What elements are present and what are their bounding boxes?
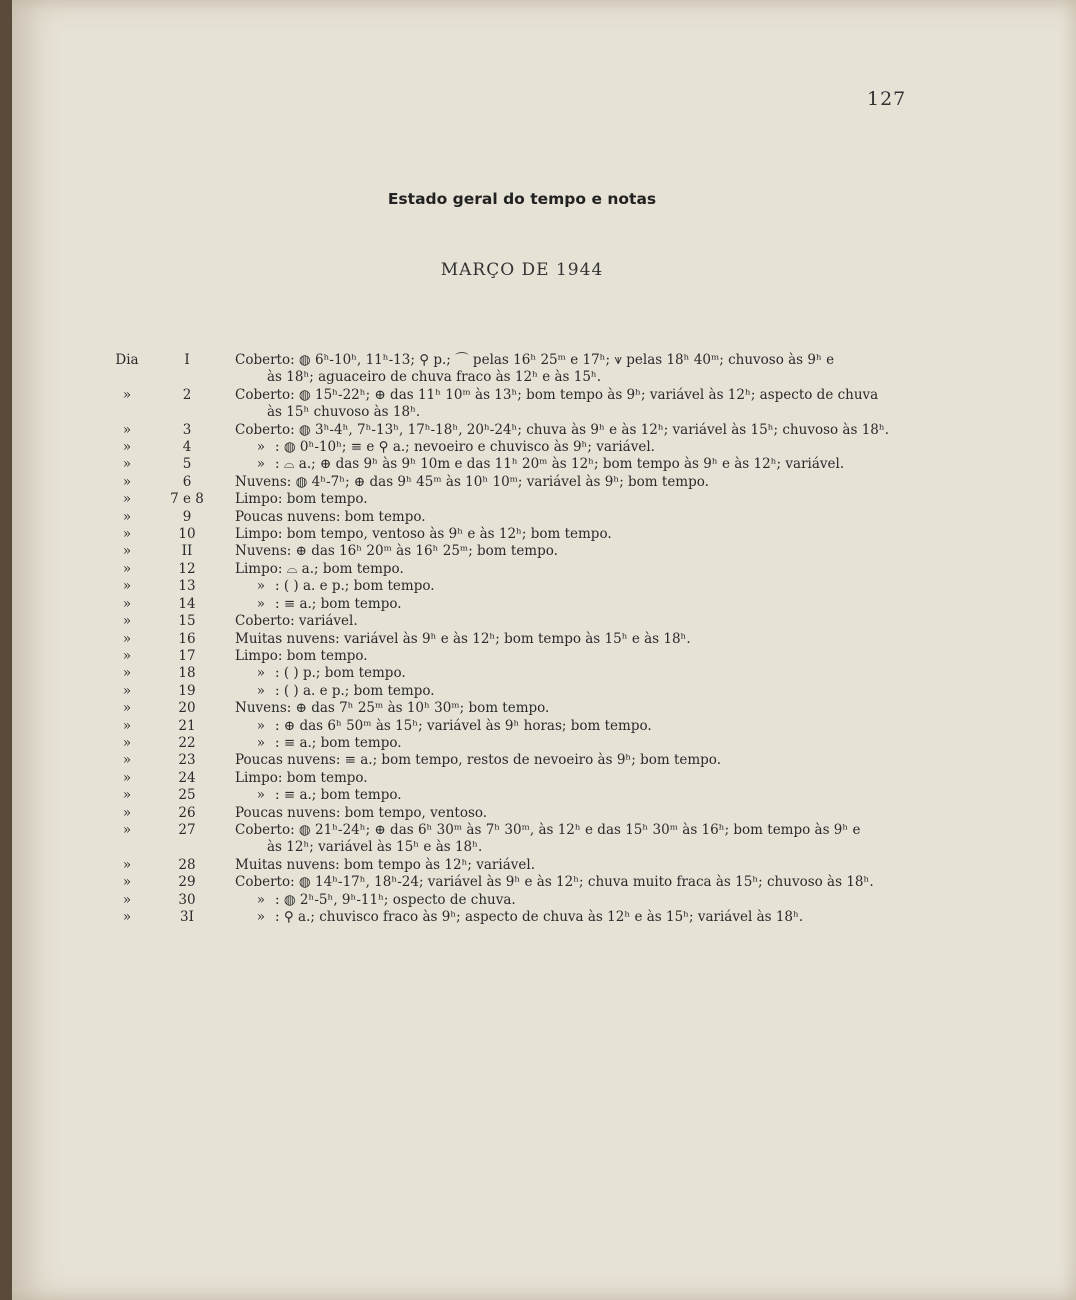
day-label: » [122, 734, 132, 751]
ditto-mark: » [256, 909, 265, 925]
entry-line: : ≡ a.; bom tempo. [275, 595, 402, 612]
day-number: 23 [178, 752, 196, 769]
day-number: 18 [178, 665, 196, 682]
month-heading: MARÇO DE 1944 [440, 260, 604, 280]
entry-text [234, 422, 907, 439]
list-item [12, 561, 1072, 578]
entry-text [234, 648, 907, 665]
day-label: » [122, 560, 132, 577]
entry-text [234, 857, 907, 874]
entry-line: : ( ) p.; bom tempo. [275, 665, 406, 682]
day-label: » [122, 804, 132, 821]
day-number: 20 [178, 700, 196, 717]
entry-text [234, 683, 907, 700]
list-item [12, 648, 1072, 665]
page-title: Estado geral do tempo e notas [387, 190, 657, 208]
day-number: I [184, 352, 190, 368]
list-item [12, 613, 1072, 630]
ditto-mark: » [256, 456, 265, 473]
entry-text [234, 700, 907, 717]
list-item [12, 735, 1072, 752]
entry-line: Poucas nuvens: ≡ a.; bom tempo, restos de nevoeiro às 9ʰ; bom tempo. [235, 752, 721, 769]
ditto-mark: » [256, 595, 265, 612]
day-label: » [122, 752, 132, 769]
day-number: 7 e 8 [170, 491, 204, 508]
entry-text [234, 474, 907, 491]
entry-text [234, 491, 907, 508]
ditto-mark: » [256, 717, 265, 734]
day-number: 5 [182, 456, 192, 473]
day-label: Dia [115, 352, 139, 368]
entry-text [234, 596, 907, 613]
day-label: » [122, 613, 132, 630]
list-item [12, 543, 1072, 560]
day-number: 27 [178, 821, 196, 838]
entry-line: Nuvens: ⊕ das 16ʰ 20ᵐ às 16ʰ 25ᵐ; bom tempo. [235, 543, 558, 560]
entry-line: : ⚲ a.; chuvisco fraco às 9ʰ; aspecto de chuva às 12ʰ e às 15ʰ; variável às 18ʰ. [275, 909, 804, 925]
entry-text [234, 752, 907, 769]
entry-line: Muitas nuvens: bom tempo às 12ʰ; variável. [235, 856, 535, 873]
entry-line: Limpo: bom tempo. [235, 769, 368, 786]
day-label: » [122, 439, 132, 456]
entry-line: : ( ) a. e p.; bom tempo. [275, 682, 435, 699]
day-label: » [122, 769, 132, 786]
day-label: » [122, 700, 132, 717]
entry-line: Poucas nuvens: bom tempo, ventoso. [235, 804, 488, 821]
entry-text [234, 787, 907, 804]
day-label: » [122, 421, 132, 438]
day-number: 6 [182, 473, 192, 490]
list-item [12, 909, 1072, 926]
ditto-mark: » [256, 891, 265, 908]
entry-text [234, 352, 907, 387]
list-item [12, 474, 1072, 491]
day-label: » [122, 682, 132, 699]
entry-line: : ≡ a.; bom tempo. [275, 787, 402, 804]
day-label: » [122, 473, 132, 490]
entry-line: : ( ) a. e p.; bom tempo. [275, 578, 435, 595]
list-item [12, 631, 1072, 648]
list-item [12, 822, 1072, 857]
entry-line: Limpo: bom tempo. [235, 647, 368, 664]
entry-line: Coberto: ◍ 6ʰ-10ʰ, 11ʰ-13; ⚲ p.; ⌒ pelas 16ʰ 25ᵐ e 17ʰ; ⩛ pelas 18ʰ 40ᵐ; chuvoso às 9ʰ e [235, 352, 835, 368]
day-number: 30 [178, 891, 196, 908]
entry-continuation: às 12ʰ; variável às 15ʰ e às 18ʰ. [267, 839, 483, 856]
day-label: » [122, 508, 132, 525]
entry-text [234, 665, 907, 682]
entry-line: Poucas nuvens: bom tempo. [235, 508, 426, 525]
entry-continuation: às 18ʰ; aguaceiro de chuva fraco às 12ʰ e às 15ʰ. [267, 369, 602, 386]
entry-text [234, 526, 907, 543]
list-item [12, 526, 1072, 543]
day-number: 19 [178, 682, 196, 699]
entry-line: : ⌓ a.; ⊕ das 9ʰ às 9ʰ 10m e das 11ʰ 20ᵐ às 12ʰ; bom tempo às 9ʰ e às 12ʰ; variável. [275, 456, 845, 473]
list-item [12, 352, 1072, 387]
entry-text [234, 874, 907, 891]
day-label: » [122, 856, 132, 873]
page-number: 127 [867, 88, 907, 110]
entry-text [234, 909, 907, 926]
entry-line: Muitas nuvens: variável às 9ʰ e às 12ʰ; bom tempo às 15ʰ e às 18ʰ. [235, 630, 691, 647]
day-number: 22 [178, 734, 196, 751]
list-item [12, 509, 1072, 526]
entry-line: Nuvens: ⊕ das 7ʰ 25ᵐ às 10ʰ 30ᵐ; bom tempo. [235, 700, 550, 717]
entry-text [234, 822, 907, 857]
list-item [12, 700, 1072, 717]
day-number: 15 [178, 613, 196, 630]
list-item [12, 578, 1072, 595]
entry-line: Coberto: ◍ 14ʰ-17ʰ, 18ʰ-24; variável às 9ʰ e às 12ʰ; chuva muito fraca às 15ʰ; chuvoso às 18ʰ. [235, 874, 874, 891]
list-item [12, 596, 1072, 613]
day-number: 10 [178, 526, 196, 543]
day-number: 28 [178, 856, 196, 873]
day-label: » [122, 909, 132, 925]
day-label: » [122, 630, 132, 647]
list-item [12, 422, 1072, 439]
entry-text [234, 456, 907, 473]
day-number: 2 [182, 386, 192, 403]
list-item [12, 456, 1072, 473]
day-number: II [181, 543, 193, 560]
day-number: 14 [178, 595, 196, 612]
day-number: 29 [178, 874, 196, 891]
list-item [12, 491, 1072, 508]
entry-text [234, 892, 907, 909]
entry-line: : ◍ 0ʰ-10ʰ; ≡ e ⚲ a.; nevoeiro e chuvisco às 9ʰ; variável. [275, 439, 655, 456]
day-number: 9 [182, 508, 192, 525]
list-item [12, 857, 1072, 874]
day-label: » [122, 578, 132, 595]
entry-line: Coberto: ◍ 3ʰ-4ʰ, 7ʰ-13ʰ, 17ʰ-18ʰ, 20ʰ-24ʰ; chuva às 9ʰ e às 12ʰ; variável às 15ʰ; chuvoso às 18ʰ. [235, 421, 890, 438]
entry-text [234, 770, 907, 787]
entry-text [234, 543, 907, 560]
day-number: 13 [178, 578, 196, 595]
day-label: » [122, 595, 132, 612]
day-label: » [122, 821, 132, 838]
day-number: 17 [178, 647, 196, 664]
list-item [12, 805, 1072, 822]
entry-text [234, 387, 907, 422]
list-item [12, 787, 1072, 804]
entry-line: : ◍ 2ʰ-5ʰ, 9ʰ-11ʰ; ospecto de chuva. [275, 891, 516, 908]
ditto-mark: » [256, 734, 265, 751]
document-page [12, 0, 1076, 1300]
ditto-mark: » [256, 682, 265, 699]
day-label: » [122, 491, 132, 508]
entry-text [234, 509, 907, 526]
list-item [12, 665, 1072, 682]
ditto-mark: » [256, 578, 265, 595]
entry-text [234, 718, 907, 735]
entry-line: Nuvens: ◍ 4ʰ-7ʰ; ⊕ das 9ʰ 45ᵐ às 10ʰ 10ᵐ; variável às 9ʰ; bom tempo. [235, 473, 709, 490]
day-number: 24 [178, 769, 196, 786]
day-number: 12 [178, 560, 196, 577]
list-item [12, 718, 1072, 735]
list-item [12, 770, 1072, 787]
entry-text [234, 631, 907, 648]
day-number: 25 [178, 787, 196, 804]
entry-line: Coberto: variável. [235, 613, 358, 630]
list-item [12, 439, 1072, 456]
entry-line: : ⊕ das 6ʰ 50ᵐ às 15ʰ; variável às 9ʰ horas; bom tempo. [275, 717, 652, 734]
day-label: » [122, 717, 132, 734]
entry-text [234, 805, 907, 822]
entry-text [234, 578, 907, 595]
day-number: 3 [182, 421, 192, 438]
day-number: 4 [182, 439, 192, 456]
entry-text [234, 735, 907, 752]
day-label: » [122, 647, 132, 664]
day-label: » [122, 665, 132, 682]
entry-line: Coberto: ◍ 21ʰ-24ʰ; ⊕ das 6ʰ 30ᵐ às 7ʰ 30ᵐ, às 12ʰ e das 15ʰ 30ᵐ às 16ʰ; bom tempo às 9ʰ e [235, 821, 861, 838]
entry-text [234, 439, 907, 456]
entry-text [234, 561, 907, 578]
day-label: » [122, 456, 132, 473]
entry-line: : ≡ a.; bom tempo. [275, 734, 402, 751]
ditto-mark: » [256, 787, 265, 804]
day-label: » [122, 526, 132, 543]
ditto-mark: » [256, 665, 265, 682]
day-label: » [122, 874, 132, 891]
day-label: » [122, 543, 132, 560]
entry-continuation: às 15ʰ chuvoso às 18ʰ. [267, 404, 421, 421]
list-item [12, 683, 1072, 700]
list-item [12, 892, 1072, 909]
day-label: » [122, 787, 132, 804]
entry-line: Limpo: ⌓ a.; bom tempo. [235, 560, 404, 577]
entry-line: Coberto: ◍ 15ʰ-22ʰ; ⊕ das 11ʰ 10ᵐ às 13ʰ; bom tempo às 9ʰ; variável às 12ʰ; aspecto de chuva [235, 386, 879, 403]
entry-text [234, 613, 907, 630]
ditto-mark: » [256, 439, 265, 456]
entry-line: Limpo: bom tempo, ventoso às 9ʰ e às 12ʰ; bom tempo. [235, 526, 612, 543]
entry-line: Limpo: bom tempo. [235, 491, 368, 508]
day-label: » [122, 891, 132, 908]
list-item [12, 752, 1072, 769]
day-number: 21 [178, 717, 196, 734]
day-number: 26 [178, 804, 196, 821]
day-number: 3I [180, 909, 194, 925]
list-item [12, 874, 1072, 891]
list-item [12, 387, 1072, 422]
day-label: » [122, 386, 132, 403]
day-number: 16 [178, 630, 196, 647]
weather-entries-list [12, 352, 1072, 926]
